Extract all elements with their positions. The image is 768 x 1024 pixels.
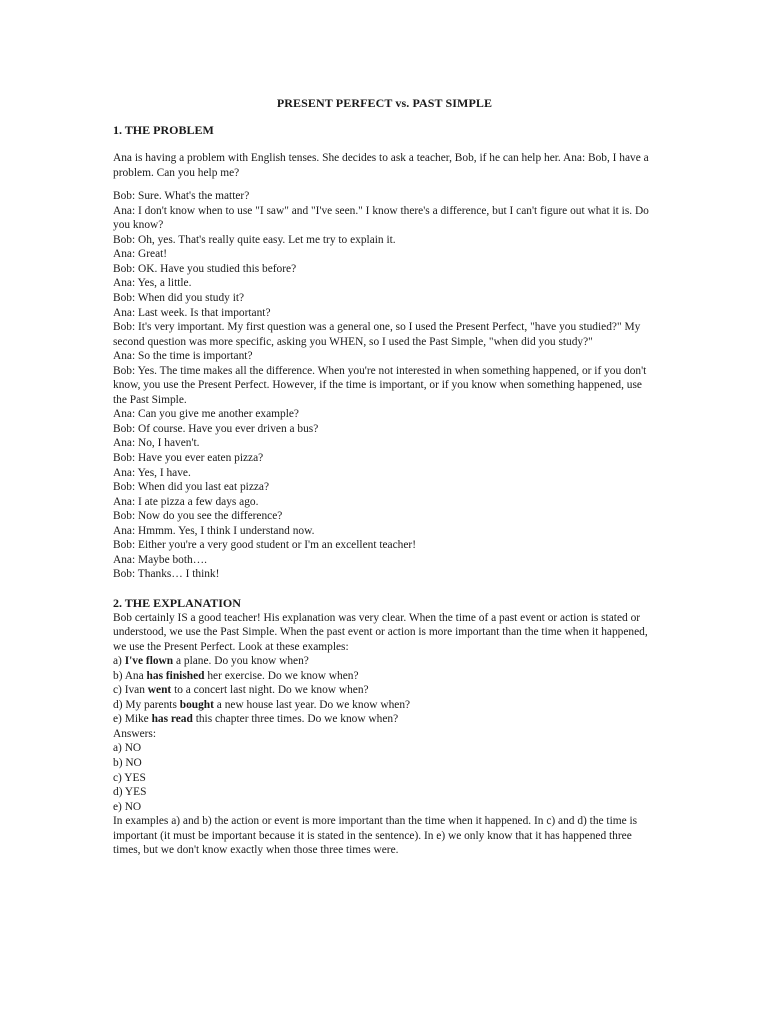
section-problem bbox=[113, 123, 656, 582]
example-suffix: her exercise. Do we know when? bbox=[204, 669, 359, 682]
problem-intro-paragraph: Ana is having a problem with English tenses. She decides to ask a teacher, Bob, if he can help her. Ana: Bob, I have a problem. Can you help me? bbox=[113, 152, 649, 179]
example-suffix: to a concert last night. Do we know when? bbox=[171, 684, 369, 697]
dialogue-line: Bob: Thanks… I think! bbox=[113, 568, 220, 581]
example-prefix: a) bbox=[113, 655, 125, 668]
example-suffix: a new house last year. Do we know when? bbox=[213, 698, 411, 711]
example-item bbox=[113, 698, 656, 713]
example-verb: has finished bbox=[146, 669, 205, 682]
dialogue-line: Bob: When did you study it? bbox=[113, 292, 245, 305]
answer-item: b) NO bbox=[113, 756, 142, 769]
section-heading-problem: 1. THE PROBLEM bbox=[113, 122, 214, 137]
example-item bbox=[113, 712, 656, 727]
example-prefix: b) Ana bbox=[113, 669, 147, 682]
document-title: PRESENT PERFECT vs. PAST SIMPLE bbox=[276, 96, 493, 110]
answers-label: Answers: bbox=[113, 727, 157, 740]
example-verb: went bbox=[147, 684, 172, 697]
dialogue-line: Ana: Great! bbox=[113, 248, 168, 261]
dialogue-line: Bob: Sure. What's the matter? bbox=[113, 190, 250, 203]
dialogue-line: Ana: I ate pizza a few days ago. bbox=[113, 495, 259, 508]
dialogue-line: Ana: Last week. Is that important? bbox=[113, 306, 271, 319]
dialogue-line: Bob: When did you last eat pizza? bbox=[113, 481, 270, 494]
answer-item: e) NO bbox=[113, 800, 142, 813]
dialogue-line: Ana: Hmmm. Yes, I think I understand now. bbox=[113, 524, 315, 537]
dialogue-line: Bob: It's very important. My first question was a general one, so I used the Present Perfect, "have you studied?" My second question was more specific, asking you WHEN, so I used the Past Simple, "when did you study?" bbox=[113, 321, 641, 348]
example-suffix: this chapter three times. Do we know when? bbox=[192, 713, 399, 726]
dialogue-line: Bob: OK. Have you studied this before? bbox=[113, 262, 297, 275]
dialogue-line: Ana: No, I haven't. bbox=[113, 437, 200, 450]
example-item bbox=[113, 669, 656, 684]
example-prefix: e) Mike bbox=[113, 713, 152, 726]
dialogue-line: Ana: I don't know when to use "I saw" and "I've seen." I know there's a difference, but I can't figure out what it is. Do you know? bbox=[113, 204, 649, 232]
example-suffix: a plane. Do you know when? bbox=[173, 655, 309, 668]
dialogue-line: Bob: Yes. The time makes all the difference. When you're not interested in when something happened, or if you don't know, you use the Present Perfect. However, if the time is important, or if you know when something happened, use the Past Simple. bbox=[113, 364, 647, 406]
dialogue-line: Bob: Of course. Have you ever driven a bus? bbox=[113, 422, 319, 435]
dialogue-line: Bob: Either you're a very good student or I'm an excellent teacher! bbox=[113, 539, 416, 552]
example-item bbox=[113, 654, 656, 669]
example-prefix: c) Ivan bbox=[113, 684, 148, 697]
answers-list bbox=[113, 741, 656, 814]
dialogue-line: Ana: Maybe both…. bbox=[113, 553, 207, 566]
explanation-intro-paragraph: Bob certainly IS a good teacher! His explanation was very clear. When the time of a past event or action is stated or understood, we use the Past Simple. When the past event or action is more important than the time when it happened, we use the Present Perfect. Look at these examples: bbox=[113, 611, 648, 653]
section-heading-explanation: 2. THE EXPLANATION bbox=[113, 595, 241, 610]
dialogue-line: Ana: Can you give me another example? bbox=[113, 408, 299, 421]
dialogue-line: Ana: Yes, a little. bbox=[113, 277, 192, 290]
dialogue-line: Bob: Oh, yes. That's really quite easy. Let me try to explain it. bbox=[113, 233, 396, 246]
example-item bbox=[113, 683, 656, 698]
example-verb: bought bbox=[179, 698, 214, 711]
section-explanation bbox=[113, 596, 656, 858]
example-prefix: d) My parents bbox=[113, 698, 180, 711]
answer-item: d) YES bbox=[113, 786, 147, 799]
dialogue-line: Ana: So the time is important? bbox=[113, 350, 253, 363]
dialogue-line: Bob: Now do you see the difference? bbox=[113, 510, 283, 523]
answer-item: c) YES bbox=[113, 771, 146, 784]
dialogue-line: Ana: Yes, I have. bbox=[113, 466, 191, 479]
conclusion-paragraph: In examples a) and b) the action or event is more important than the time when it happened. In c) and d) the time is important (it must be important because it is stated in the sentence). In e) we only know that it has happened three times, but we don't know exactly when those three times were. bbox=[113, 815, 638, 857]
example-verb: has read bbox=[151, 713, 193, 726]
example-verb: I've flown bbox=[124, 655, 174, 668]
dialogue bbox=[113, 189, 656, 582]
examples-list bbox=[113, 654, 656, 727]
answer-item: a) NO bbox=[113, 742, 142, 755]
dialogue-line: Bob: Have you ever eaten pizza? bbox=[113, 452, 264, 465]
